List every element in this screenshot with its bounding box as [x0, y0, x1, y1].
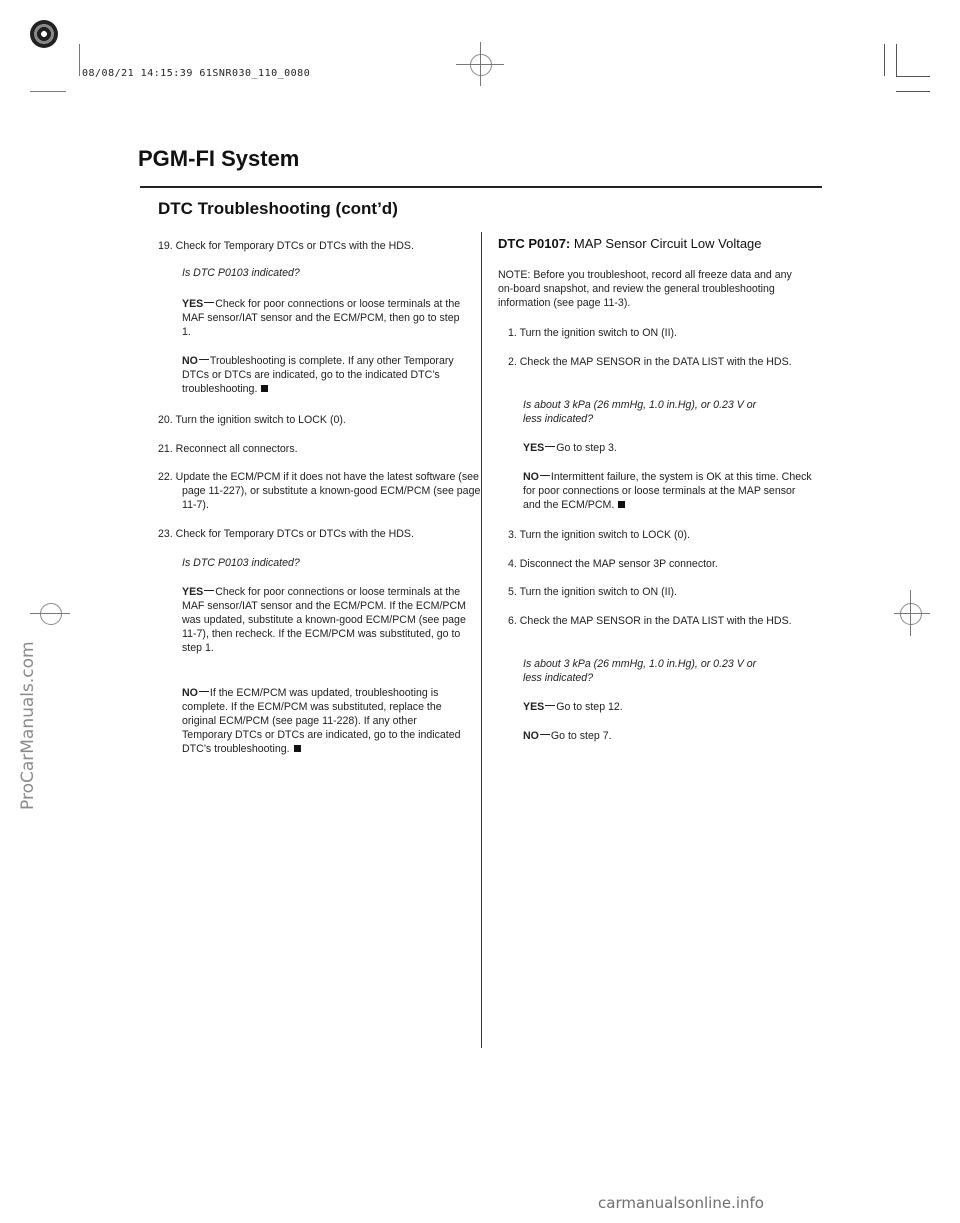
step-22: 22. Update the ECM/PCM if it does not have the latest software (see page 11-227), or substitute a known-good ECM/PCM (see page 11-7).: [158, 471, 481, 511]
registration-circle-icon: [40, 603, 62, 625]
registration-circle-icon: [900, 603, 922, 625]
answer-no-19: NO Troubleshooting is complete. If any other Temporary DTCs or DTCs are indicated, go to the indicated DTC’s troubleshooting.: [182, 355, 454, 395]
dash-icon: [204, 302, 214, 303]
crop-mark: [480, 42, 481, 86]
dash-icon: [545, 705, 555, 706]
dash-icon: [540, 475, 550, 476]
crop-mark: [910, 590, 911, 636]
step-4: 4. Disconnect the MAP sensor 3P connector.: [508, 558, 718, 570]
step-2: 2. Check the MAP SENSOR in the DATA LIST with the HDS.: [508, 356, 792, 368]
page-title: PGM-FI System: [138, 146, 300, 171]
dash-icon: [199, 691, 209, 692]
crop-mark: [896, 44, 897, 76]
crop-mark: [896, 76, 930, 77]
note: NOTE: Before you troubleshoot, record all freeze data and any on-board snapshot, and review the general troubleshooting information (see page 11-3).: [498, 269, 792, 309]
question-2: Is about 3 kPa (26 mmHg, 1.0 in.Hg), or 0.23 V or less indicated?: [523, 399, 757, 425]
end-square-icon: [618, 501, 625, 508]
step-23: 23. Check for Temporary DTCs or DTCs with the HDS.: [158, 528, 414, 540]
step-6: 6. Check the MAP SENSOR in the DATA LIST with the HDS.: [508, 615, 792, 627]
footer-watermark: carmanualsonline.info: [598, 1194, 764, 1212]
answer-yes-23: YES Check for poor connections or loose terminals at the MAF sensor/IAT sensor and the ECM/PCM. If the ECM/PCM was updated, substitute a known-good ECM/PCM (see page 11-7), then recheck. If the ECM/PCM was substituted, go to step 1.: [182, 586, 466, 654]
question-19: Is DTC P0103 indicated?: [182, 267, 300, 279]
step-19: 19. Check for Temporary DTCs or DTCs with the HDS.: [158, 240, 414, 252]
crop-mark: [79, 44, 80, 76]
step-3: 3. Turn the ignition switch to LOCK (0).: [508, 529, 690, 541]
section-title: DTC Troubleshooting (cont’d): [158, 199, 398, 218]
crop-mark: [884, 44, 885, 76]
step-20: 20. Turn the ignition switch to LOCK (0).: [158, 414, 346, 426]
answer-no-23: NO If the ECM/PCM was updated, troubleshooting is complete. If the ECM/PCM was substituted, replace the original ECM/PCM (see page 11-228). If any other Temporary DTCs or DTCs are indicated, go to the indicated DTC’s troubleshooting.: [182, 687, 461, 755]
answer-no-6: NO Go to step 7.: [523, 730, 612, 742]
dash-icon: [540, 734, 550, 735]
end-square-icon: [261, 385, 268, 392]
step-5: 5. Turn the ignition switch to ON (II).: [508, 586, 677, 598]
question-6: Is about 3 kPa (26 mmHg, 1.0 in.Hg), or 0.23 V or less indicated?: [523, 658, 757, 684]
print-timestamp: 08/08/21 14:15:39 61SNR030_110_0080: [82, 68, 311, 79]
question-23: Is DTC P0103 indicated?: [182, 557, 300, 569]
answer-yes-2: YES Go to step 3.: [523, 442, 617, 454]
step-1: 1. Turn the ignition switch to ON (II).: [508, 327, 677, 339]
registration-target-icon: [30, 20, 58, 48]
dtc-heading: DTC P0107: MAP Sensor Circuit Low Voltage: [498, 236, 762, 251]
step-21: 21. Reconnect all connectors.: [158, 443, 298, 455]
dash-icon: [204, 590, 214, 591]
crop-mark: [896, 91, 930, 92]
crop-mark: [30, 91, 66, 92]
registration-circle-icon: [470, 54, 492, 76]
side-watermark: ProCarManuals.com: [18, 641, 38, 810]
column-divider: [481, 232, 482, 1048]
answer-yes-19: YES Check for poor connections or loose terminals at the MAF sensor/IAT sensor and the ECM/PCM, then go to step 1.: [182, 298, 461, 338]
answer-no-2: NO Intermittent failure, the system is OK at this time. Check for poor connections or loose terminals at the MAP sensor and the ECM/PCM.: [523, 471, 812, 511]
dash-icon: [545, 446, 555, 447]
dash-icon: [199, 359, 209, 360]
crop-mark: [894, 613, 930, 614]
answer-yes-6: YES Go to step 12.: [523, 701, 623, 713]
title-divider: [140, 186, 822, 188]
end-square-icon: [294, 745, 301, 752]
